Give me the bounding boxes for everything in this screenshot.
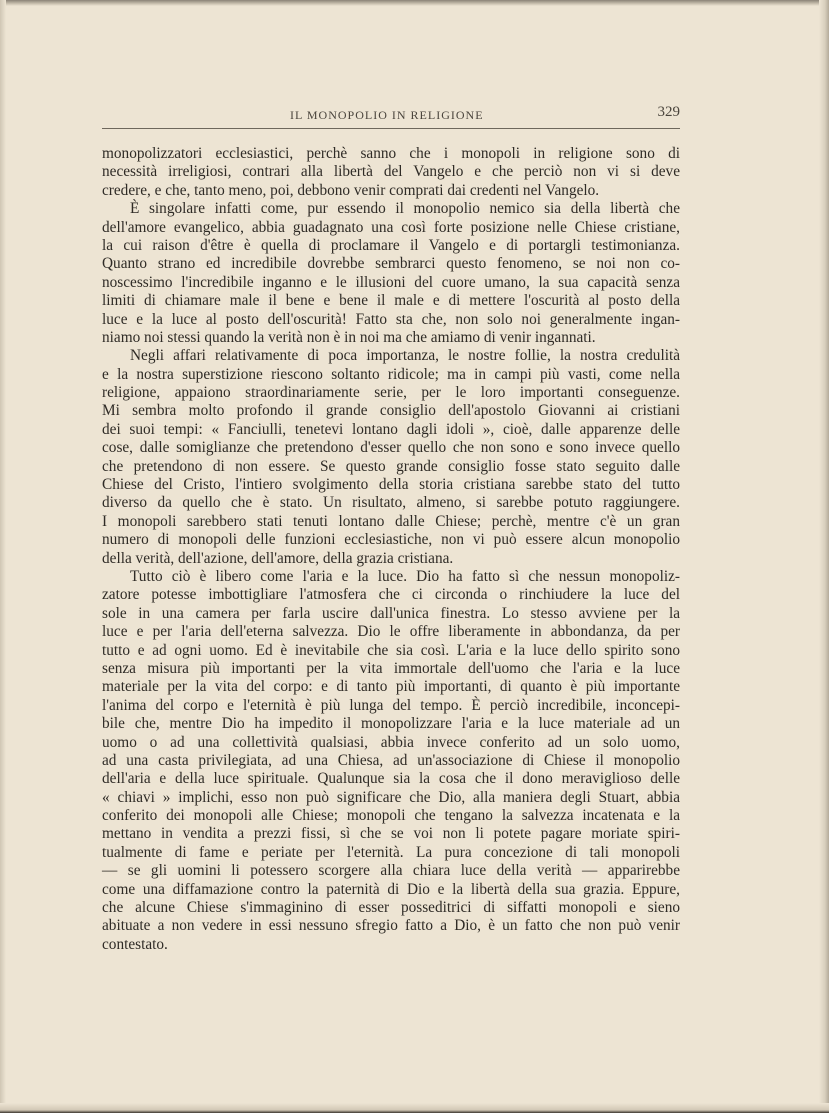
text-line: — se gli uomini li potessero scorgere alla chiara luce della verità — apparirebbe	[102, 862, 680, 880]
text-line: della verità, dell'azione, dell'amore, della grazia cristiana.	[102, 549, 454, 567]
text-line: uomo o ad una collettività qualsiasi, abbia invece conferito ad un solo uomo,	[102, 733, 680, 751]
text-line: limiti di chiamare male il bene e bene il male e di mettere l'oscurità al posto della	[102, 292, 680, 310]
text-line: luce e per l'aria dell'eterna salvezza. Dio le offre liberamente in abbondanza, da per	[102, 623, 680, 641]
text-line: cose, dalle somiglianze che pretendono d'esser quello che non sono e sono invece quello	[102, 439, 680, 457]
paragraph	[102, 347, 680, 568]
text-line: e la nostra superstizione riescono soltanto ridicole; ma in campi più vasti, come nella	[102, 365, 680, 383]
text-line: zatore potesse imbottigliare l'atmosfera che ci circonda o rinchiudere la luce del	[102, 586, 680, 604]
text-line: sole in una camera per farla uscire dall'unica finestra. Lo stesso avviene per la	[102, 604, 680, 622]
text-line: che alcune Chiese s'immaginino di esser posseditrici di siffatti monopoli e sieno	[102, 899, 680, 917]
text-line: dell'aria e della luce spirituale. Qualunque sia la cosa che il dono meraviglioso delle	[102, 770, 680, 788]
running-header	[102, 104, 680, 126]
text-line: monopolizzatori ecclesiastici, perchè sanno che i monopoli in religione sono di	[102, 145, 680, 162]
text-line: come una diffamazione contro la paternità di Dio e la libertà della sua grazia. Eppure,	[102, 880, 680, 898]
text-line: necessità irreligiosi, contrari alla libertà del Vangelo e che perciò non vi si deve	[102, 163, 680, 181]
text-line: l'anima del corpo e l'eternità è più lunga del tempo. È perciò incredibile, inconcepi-	[102, 696, 680, 714]
text-line: abituate a non vedere in essi nessuno sfregio fatto a Dio, è un fatto che non può venir	[102, 917, 680, 935]
text-line: luce e la luce al posto dell'oscurità! Fatto sta che, non solo noi generalmente ingan-	[102, 310, 680, 328]
paragraph	[102, 145, 680, 200]
page-top-edge	[0, 0, 829, 6]
text-line: Chiese del Cristo, l'intiero svolgimento della storia cristiana sarebbe stato del tutto	[102, 476, 680, 494]
text-line: « chiavi » implichi, esso non può significare che Dio, alla maniera degli Stuart, abbia	[102, 788, 680, 806]
text-line: senza misura più importanti per la vita immortale dell'uomo che l'aria e la luce	[102, 659, 680, 677]
text-line: che pretendono di non essere. Se questo grande consiglio fosse stato seguito dalle	[102, 457, 680, 475]
page-bottom-edge	[0, 1103, 829, 1113]
text-line: niamo noi stessi quando la verità non è in noi ma che amiamo di venir ingannati.	[102, 328, 596, 346]
text-line: religione, appaiono straordinariamente serie, per le loro importanti conseguenze.	[102, 384, 680, 402]
header-rule	[102, 128, 680, 129]
text-line: materiale per la vita del corpo: e di tanto più importanti, di quanto è più importante	[102, 678, 680, 696]
text-line: dell'amore evangelico, abbia guadagnato una così forte posizione nelle Chiese cristiane,	[102, 218, 680, 236]
text-line: bile che, mentre Dio ha impedito il monopolizzare l'aria e la luce materiale ad un	[102, 715, 680, 733]
body-text	[102, 145, 680, 954]
text-line: tualmente di fame e periate per l'eternità. La pura concezione di tali monopoli	[102, 843, 680, 861]
text-line: diverso da quello che è stato. Un risultato, almeno, si sarebbe potuto raggiungere.	[102, 494, 680, 512]
text-line: Negli affari relativamente di poca importanza, le nostre follie, la nostra credulità	[130, 347, 680, 365]
text-line: credere, e che, tanto meno, poi, debbono venir comprati dai credenti nel Vangelo.	[102, 181, 600, 199]
text-line: mettano in vendita a prezzi fissi, sì che se voi non li potete pagare moriate spiri-	[102, 825, 680, 843]
page-right-edge	[819, 0, 829, 1113]
text-line: conferito dei monopoli alle Chiese; monopoli che tengano la salvezza incatenata e la	[102, 807, 680, 825]
text-line: È singolare infatti come, pur essendo il monopolio nemico sia della libertà che	[130, 200, 680, 218]
text-line: I monopoli sarebbero stati tenuti lontano dalle Chiese; perchè, mentre c'è un gran	[102, 512, 680, 530]
text-line: Mi sembra molto profondo il grande consiglio dell'apostolo Giovanni ai cristiani	[102, 402, 680, 420]
text-line: contestato.	[102, 935, 168, 953]
text-line: Tutto ciò è libero come l'aria e la luce. Dio ha fatto sì che nessun monopoliz-	[130, 567, 680, 585]
text-line: ad una casta privilegiata, ad una Chiesa, ad un'associazione di Chiese il monopolio	[102, 751, 680, 769]
text-line: numero di monopoli delle funzioni ecclesiastiche, non vi può essere alcun monopolio	[102, 531, 680, 549]
running-title: IL MONOPOLIO IN RELIGIONE	[290, 108, 484, 122]
text-line: la cui raison d'être è quella di proclamare il Vangelo e di portargli testimonianza.	[102, 236, 680, 254]
text-line: tutto e ad ogni uomo. Ed è inevitabile che sia così. L'aria e la luce dello spirito sono	[102, 641, 680, 659]
text-line: noscessimo l'incredibile inganno e le illusioni del cuore umano, la sua capacità senza	[102, 273, 680, 291]
paragraph	[102, 200, 680, 347]
page-number: 329	[657, 104, 680, 120]
text-line: Quanto strano ed incredibile dovrebbe sembrarci questo fenomeno, se noi non co-	[102, 255, 680, 273]
page-left-edge	[0, 0, 6, 1113]
paragraph	[102, 568, 680, 954]
text-line: dei suoi tempi: « Fanciulli, tenetevi lontano dagli idoli », cioè, dalle apparenze delle	[102, 420, 680, 438]
